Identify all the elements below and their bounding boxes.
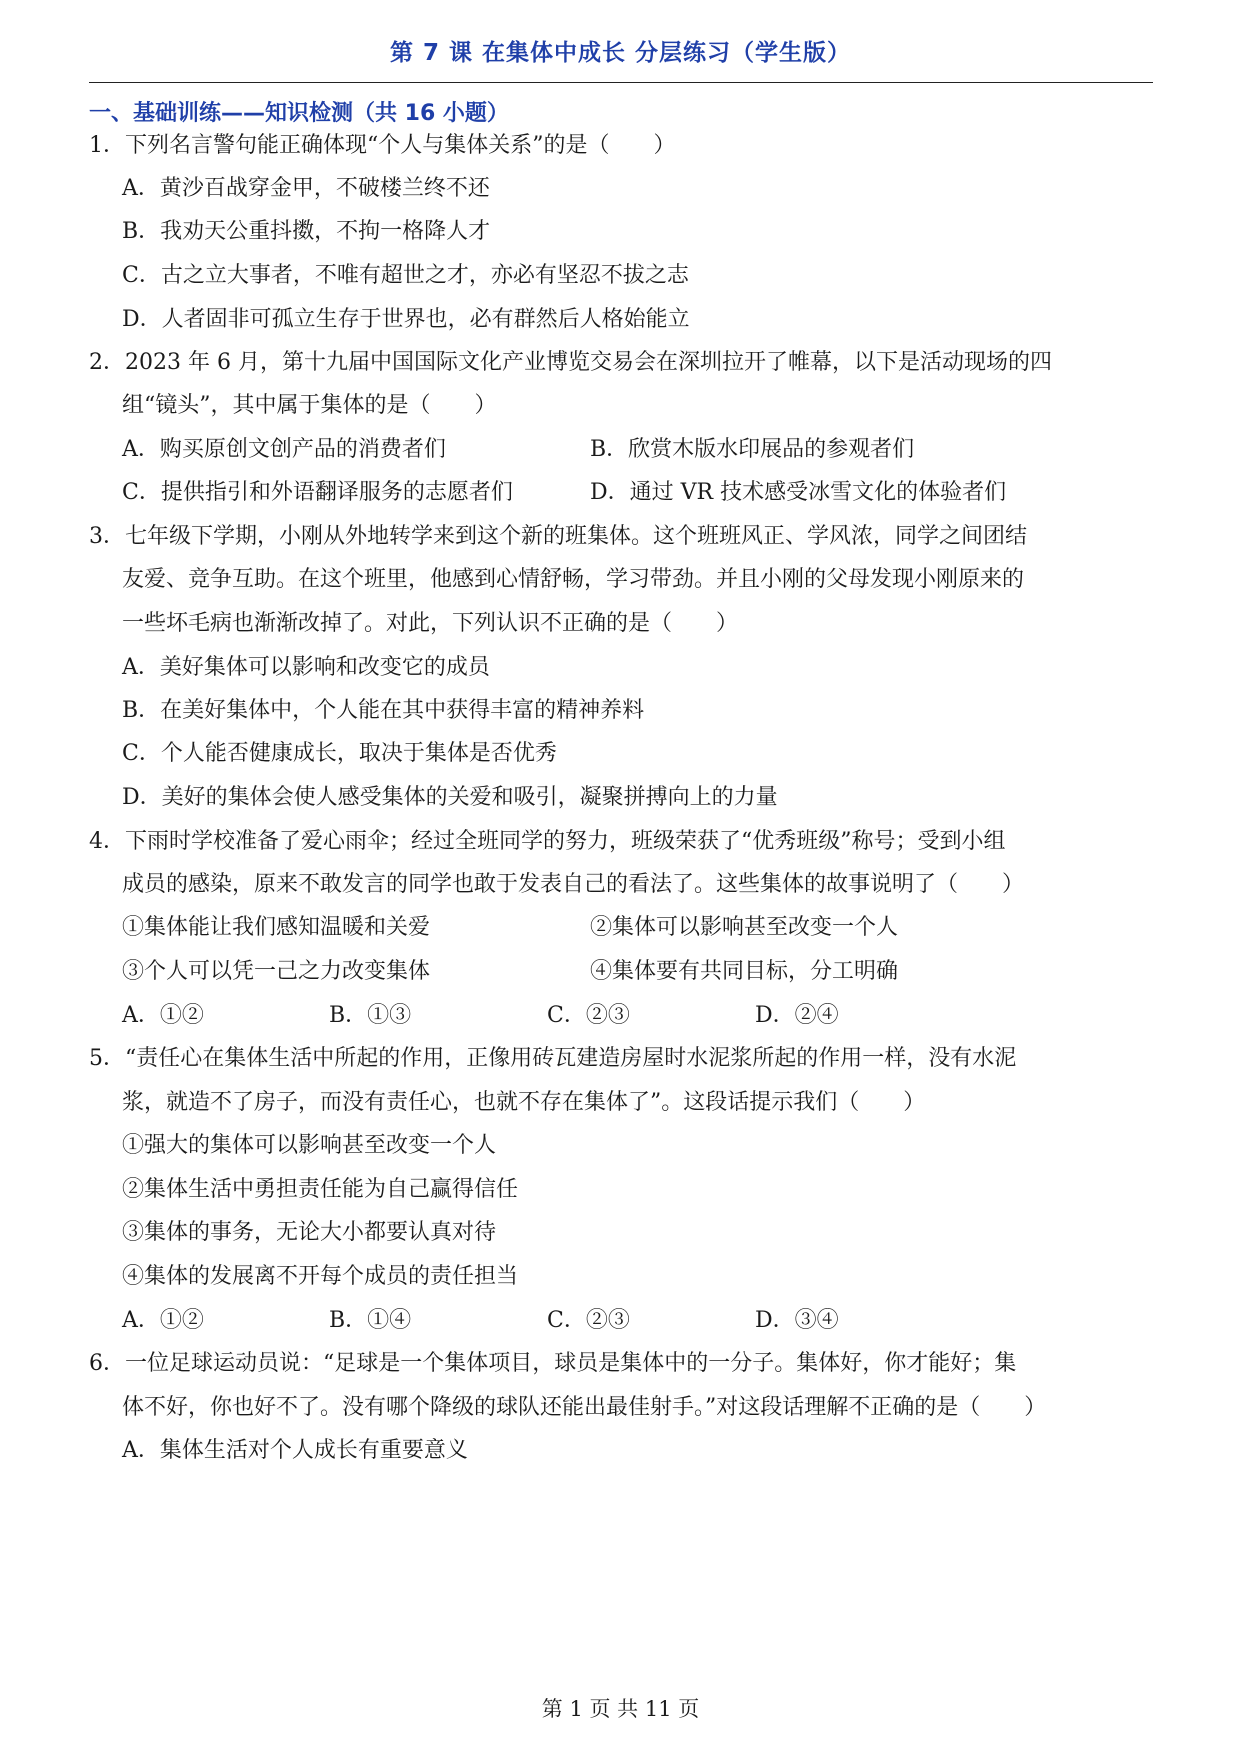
question-2-option-c: C．提供指引和外语翻译服务的志愿者们 (122, 480, 513, 505)
question-5-option-a: A．①② (122, 1308, 204, 1333)
question-5-stem-line-2: 浆，就造不了房子，而没有责任心，也就不存在集体了”。这段话提示我们（ ） (122, 1090, 926, 1115)
question-4-option-c: C．②③ (547, 1003, 630, 1028)
question-5-statement-2: ②集体生活中勇担责任能为自己赢得信任 (122, 1177, 519, 1202)
page-number: 第 1 页 共 11 页 (541, 1697, 700, 1721)
question-3-stem-line-1: 3．七年级下学期，小刚从外地转学来到这个新的班集体。这个班班风正、学风浓，同学之间团结 (89, 524, 1028, 549)
question-4-statement-1: ①集体能让我们感知温暖和关爱 (122, 915, 431, 940)
question-4-statement-2: ②集体可以影响甚至改变一个人 (590, 915, 899, 940)
question-4-stem-line-2: 成员的感染，原来不敢发言的同学也敢于发表自己的看法了。这些集体的故事说明了（ ） (122, 872, 1025, 897)
question-3-stem-line-3: 一些坏毛病也渐渐改掉了。对此，下列认识不正确的是（ ） (122, 611, 739, 636)
question-1-option-a: A．黄沙百战穿金甲，不破楼兰终不还 (122, 176, 490, 201)
question-4-option-b: B．①③ (329, 1003, 412, 1028)
question-4-option-a: A．①② (122, 1003, 204, 1028)
question-1-stem: 1．下列名言警句能正确体现“个人与集体关系”的是（ ） (89, 133, 676, 158)
question-2-stem-line-1: 2．2023 年 6 月，第十九届中国国际文化产业博览交易会在深圳拉开了帷幕，以下是活动现场的四 (89, 350, 1052, 375)
question-6-stem-line-2: 体不好，你也好不了。没有哪个降级的球队还能出最佳射手。”对这段话理解不正确的是（ ） (122, 1395, 1047, 1420)
question-5-stem-line-1: 5．“责任心在集体生活中所起的作用，正像用砖瓦建造房屋时水泥浆所起的作用一样，没有水泥 (89, 1046, 1017, 1071)
question-2-option-b: B．欣赏木版水印展品的参观者们 (590, 437, 915, 462)
question-1-option-c: C．古之立大事者，不唯有超世之才，亦必有坚忍不拔之志 (122, 263, 689, 288)
question-3-option-d: D．美好的集体会使人感受集体的关爱和吸引，凝聚拼搏向上的力量 (122, 785, 778, 810)
page-title: 第 7 课 在集体中成长 分层练习（学生版） (389, 40, 852, 66)
question-6-option-a: A．集体生活对个人成长有重要意义 (122, 1438, 468, 1463)
question-4-option-d: D．②④ (755, 1003, 839, 1028)
question-5-option-d: D．③④ (755, 1308, 839, 1333)
question-5-option-b: B．①④ (329, 1308, 412, 1333)
title-divider (89, 82, 1153, 83)
question-3-option-b: B．在美好集体中，个人能在其中获得丰富的精神养料 (122, 698, 645, 723)
question-3-option-a: A．美好集体可以影响和改变它的成员 (122, 655, 490, 680)
question-1-option-d: D．人者固非可孤立生存于世界也，必有群然后人格始能立 (122, 307, 690, 332)
question-1-option-b: B．我劝天公重抖擞，不拘一格降人才 (122, 219, 491, 244)
question-4-statement-4: ④集体要有共同目标，分工明确 (590, 959, 899, 984)
question-3-stem-line-2: 友爱、竞争互助。在这个班里，他感到心情舒畅，学习带劲。并且小刚的父母发现小刚原来的 (122, 567, 1025, 592)
question-2-stem-line-2: 组“镜头”，其中属于集体的是（ ） (122, 393, 497, 418)
question-2-option-a: A．购买原创文创产品的消费者们 (122, 437, 446, 462)
section-heading: 一、基础训练——知识检测（共 16 小题） (89, 101, 509, 126)
question-3-option-c: C．个人能否健康成长，取决于集体是否优秀 (122, 741, 557, 766)
question-4-statement-3: ③个人可以凭一己之力改变集体 (122, 959, 431, 984)
question-5-statement-4: ④集体的发展离不开每个成员的责任担当 (122, 1264, 519, 1289)
question-5-statement-1: ①强大的集体可以影响甚至改变一个人 (122, 1133, 497, 1158)
question-6-stem-line-1: 6．一位足球运动员说：“足球是一个集体项目，球员是集体中的一分子。集体好，你才能好；集 (89, 1351, 1017, 1376)
question-4-stem-line-1: 4．下雨时学校准备了爱心雨伞；经过全班同学的努力，班级荣获了“优秀班级”称号；受到小组 (89, 829, 1006, 854)
question-5-statement-3: ③集体的事务，无论大小都要认真对待 (122, 1220, 497, 1245)
question-5-option-c: C．②③ (547, 1308, 630, 1333)
question-2-option-d: D．通过 VR 技术感受冰雪文化的体验者们 (590, 480, 1007, 505)
